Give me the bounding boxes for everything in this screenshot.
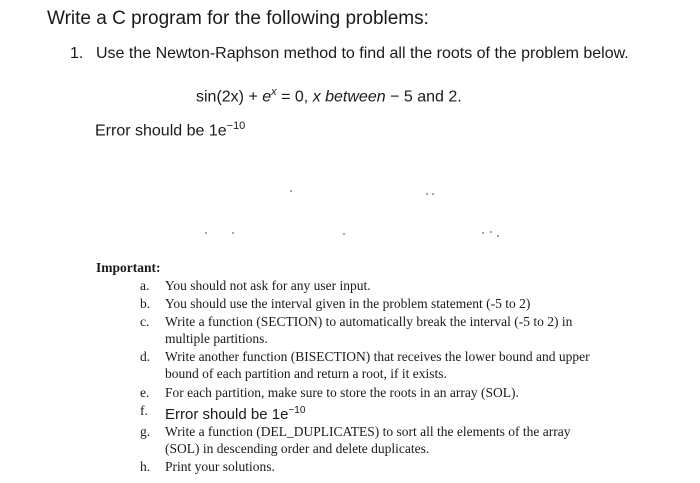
list-item-error-text: Error should be 1 [165,406,281,423]
scan-speck [426,193,428,195]
error-exponent: −10 [226,120,246,132]
scan-speck [432,193,434,195]
important-heading: Important: [96,260,161,275]
equation-part1: sin(2x) + [196,88,263,106]
list-item-text: Print your solutions. [165,459,275,474]
error-requirement [95,120,245,140]
scan-speck [205,232,207,234]
equation [196,86,462,106]
list-item-text: You should use the interval given in the problem statement (-5 to 2) [165,296,531,311]
list-item-letter: d. [140,349,151,364]
list-item-letter: a. [140,278,150,293]
list-item-text: Write a function (DEL_DUPLICATES) to sort all the elements of the array [165,424,571,439]
list-item-letter: g. [140,424,151,439]
list-item-text-continued: multiple partitions. [165,331,268,346]
list-item-error-requirement [165,402,665,423]
list-item-text: You should not ask for any user input. [165,278,371,293]
scan-speck [490,231,492,233]
list-item-error-exponent: −10 [288,405,306,416]
list-item-letter: h. [140,459,151,474]
scan-speck [290,190,292,192]
list-item-text-continued: (SOL) in descending order and delete duplicates. [165,441,430,456]
equation-range: − 5 and 2. [385,88,462,106]
equation-part2: = 0, [276,88,313,106]
error-text: Error should be 1 [95,122,218,140]
equation-condition: x between [312,88,386,106]
equation-exponent: x [271,86,277,98]
page-title: Write a C program for the following problems: [47,8,429,29]
list-item-text: Write another function (BISECTION) that receives the lower bound and upper [165,349,590,364]
equation-base: e [262,88,272,106]
list-item-letter: e. [140,385,150,400]
scan-speck [497,235,499,237]
list-item-text: For each partition, make sure to store the roots in an array (SOL). [165,385,519,400]
list-item-letter: c. [140,314,150,329]
scan-speck [482,232,484,234]
list-item-text: Write a function (SECTION) to automatically break the interval (-5 to 2) in [165,314,573,329]
scan-speck [232,232,234,234]
list-item-letter: b. [140,296,151,311]
list-item-error-base: e [280,406,289,423]
list-item-text-continued: bound of each partition and return a root, if it exists. [165,366,447,381]
problem-number: 1. [70,45,84,62]
list-item-letter: f. [140,403,148,418]
scan-speck [343,233,345,235]
error-base: e [217,122,227,140]
problem-text: Use the Newton-Raphson method to find all the roots of the problem below. [96,45,629,62]
